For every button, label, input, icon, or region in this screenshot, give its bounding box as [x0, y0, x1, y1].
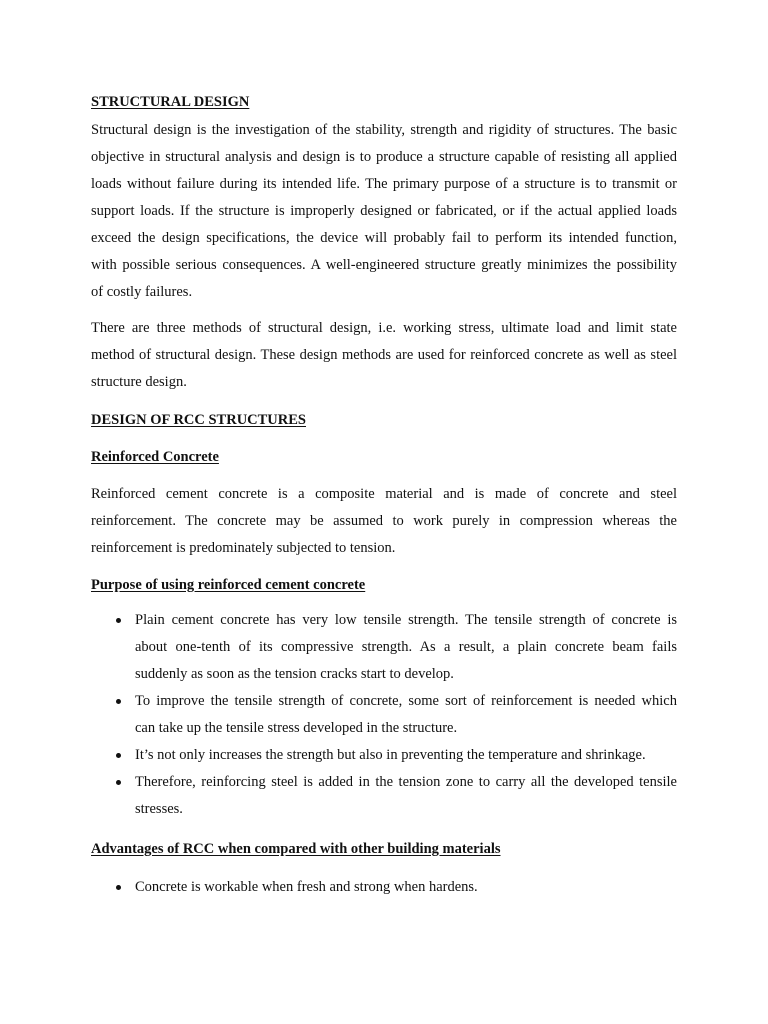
paragraph-line: There are three methods of structural design, i.e. working stress, ultimate load and limit state [91, 320, 677, 336]
heading-design-of-rcc: DESIGN OF RCC STRUCTURES [91, 412, 306, 428]
subheading-reinforced-concrete: Reinforced Concrete [91, 449, 219, 465]
purpose-bullet-list [91, 607, 677, 823]
paragraph-line: structure design. [91, 374, 187, 390]
paragraph-design-methods [91, 315, 677, 396]
list-item [91, 688, 677, 742]
paragraph-line: loads without failure during its intended life. The primary purpose of a structure is to transmit or [91, 176, 677, 192]
paragraph-line: support loads. If the structure is improperly designed or fabricated, or if the actual applied loads [91, 203, 677, 219]
list-item-line: It’s not only increases the strength but also in preventing the temperature and shrinkage. [135, 747, 646, 763]
paragraph-reinforced-concrete [91, 481, 677, 562]
paragraph-line: method of structural design. These design methods are used for reinforced concrete as well as steel [91, 347, 677, 363]
list-item [91, 607, 677, 688]
heading-structural-design: STRUCTURAL DESIGN [91, 94, 250, 110]
paragraph-line: Structural design is the investigation of the stability, strength and rigidity of structures. The basic [91, 122, 677, 138]
bullet-icon [116, 618, 121, 623]
list-item-line: Therefore, reinforcing steel is added in the tension zone to carry all the developed tensile [135, 774, 677, 790]
paragraph-line: reinforcement. The concrete may be assumed to work purely in compression whereas the [91, 513, 677, 529]
list-item-line: can take up the tensile stress developed in the structure. [135, 720, 458, 736]
list-item-line: about one-tenth of its compressive strength. As a result, a plain concrete beam fails [135, 639, 677, 655]
paragraph-line: reinforcement is predominately subjected to tension. [91, 540, 396, 556]
heading-purpose-of-rcc: Purpose of using reinforced cement concrete [91, 577, 366, 593]
list-item-line: Plain cement concrete has very low tensile strength. The tensile strength of concrete is [135, 612, 677, 628]
list-item-line: stresses. [135, 801, 183, 817]
list-item-line: suddenly as soon as the tension cracks start to develop. [135, 666, 454, 682]
paragraph-line: Reinforced cement concrete is a composite material and is made of concrete and steel [91, 486, 677, 502]
advantages-bullet-list [91, 874, 677, 901]
list-item [91, 874, 677, 901]
list-item [91, 769, 677, 823]
paragraph-line: with possible serious consequences. A well-engineered structure greatly minimizes the possibility [91, 257, 677, 273]
list-item-line: Concrete is workable when fresh and strong when hardens. [135, 879, 478, 895]
bullet-icon [116, 885, 121, 890]
heading-advantages-of-rcc: Advantages of RCC when compared with other building materials [91, 841, 501, 857]
list-item-line: To improve the tensile strength of concrete, some sort of reinforcement is needed which [135, 693, 677, 709]
paragraph-line: of costly failures. [91, 284, 193, 300]
paragraph-line: objective in structural analysis and design is to produce a structure capable of resisting all applied [91, 149, 677, 165]
paragraph-structural-design [91, 117, 677, 306]
paragraph-line: exceed the design specifications, the device will probably fail to perform its intended function, [91, 230, 677, 246]
list-item [91, 742, 677, 769]
bullet-icon [116, 780, 121, 785]
bullet-icon [116, 699, 121, 704]
bullet-icon [116, 753, 121, 758]
